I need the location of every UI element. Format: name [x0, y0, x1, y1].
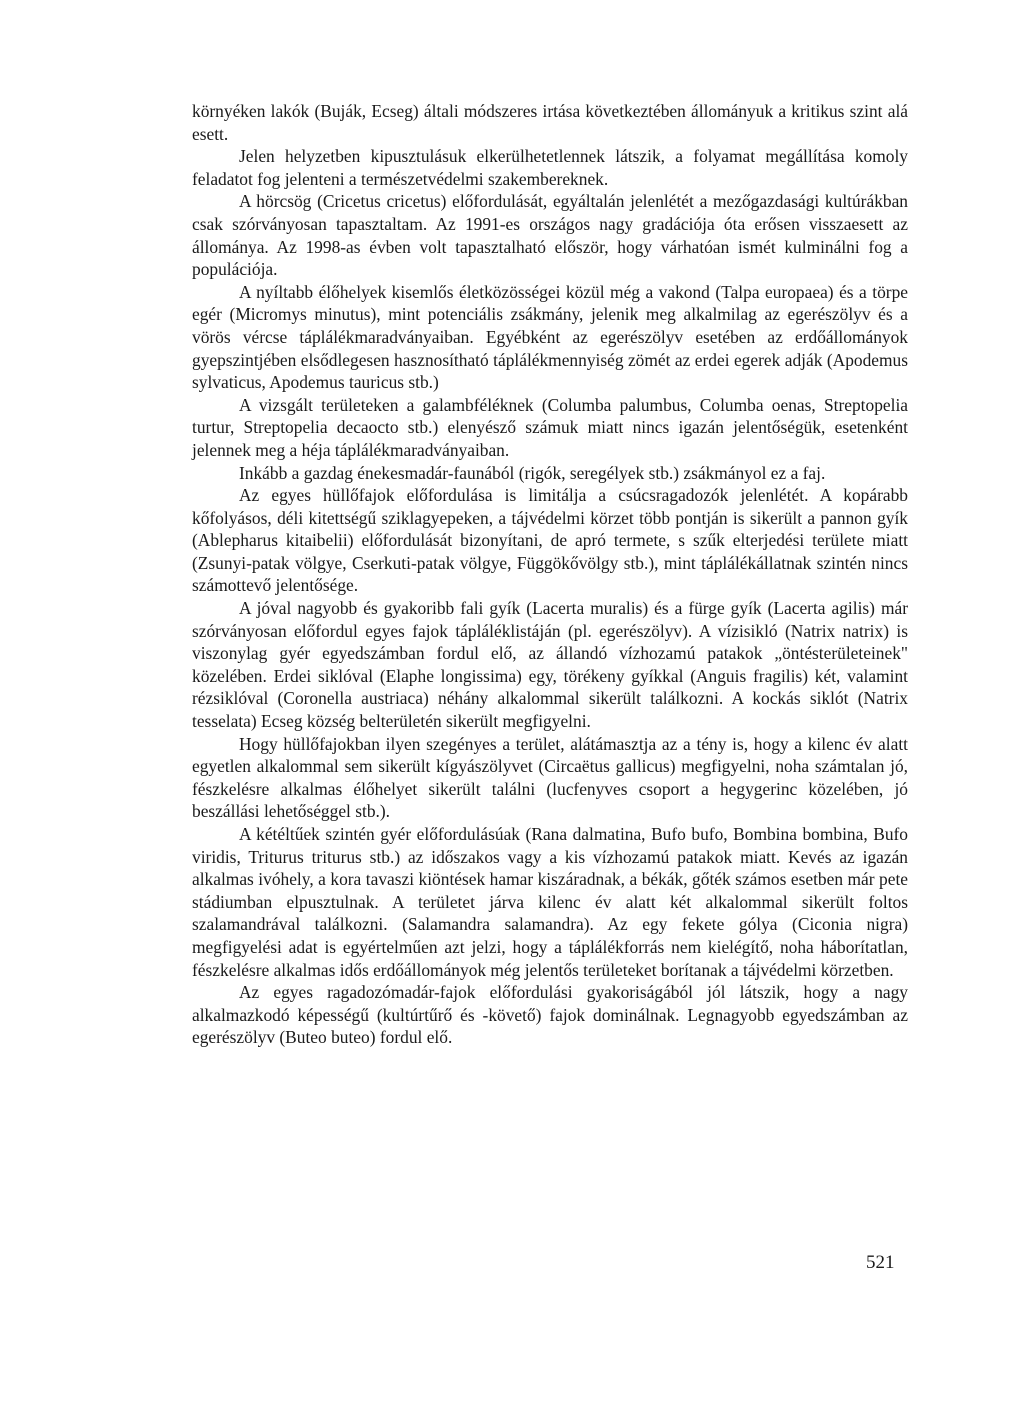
paragraph-short-toed-eagle: Hogy hüllőfajokban ilyen szegényes a terület, alátámasztja az a tény is, hogy a kilenc év alatt egyetlen alkalommal sem sikerült kígyászölyvet (Circaëtus gallicus) megfigyelni, noha számtalan jó, fészkelésre alkalmas élőhelyet sikerült találni (lucfenyves csoport a hegygerinc közelében, jó beszállási lehetőséggel stb.). [192, 733, 908, 822]
paragraph-continuation: környéken lakók (Buják, Ecseg) általi módszeres irtása következtében állományuk a kritikus szint alá esett. [192, 101, 908, 144]
paragraph-raptors: Az egyes ragadozómadár-fajok előfordulási gyakoriságából jól látszik, hogy a nagy alkalmazkodó képességű (kultúrtűrő és -követő) fajok dominálnak. Legnagyobb egyedszámban az egerészölyv (Buteo buteo) fordul elő. [192, 982, 908, 1048]
paragraph-songbirds: Inkább a gazdag énekesmadár-faunából (rigók, seregélyek stb.) zsákmányol ez a faj. [239, 462, 826, 483]
paragraph-reptiles: Az egyes hüllőfajok előfordulása is limitálja a csúcsragadozók jelenlétét. A kopárabb kőfolyásos, déli kitettségű sziklagyepeken, a tájvédelmi körzet több pontján is sikerült a pannon gyík (Ablepharus kitaibelii) előfordulását bizonyítani, de apró termete, s szűk elterjedési területe miatt (Zsunyi-patak völgye, Cserkuti-patak völgye, Függökővölgy stb.), mint táplálékállatnak szintén nincs számottevő jelentősége. [192, 485, 908, 596]
document-page [192, 100, 908, 1049]
page-number: 521 [866, 1252, 895, 1273]
paragraph-pigeons: A vizsgált területeken a galambféléknek (Columba palumbus, Columba oenas, Streptopelia turtur, Streptopelia decaocto stb.) elenyésző számuk miatt nincs igazán jelentőségük, esetenként jelennek meg a héja táplálékmaradványaiban. [192, 394, 908, 460]
paragraph-extinction: Jelen helyzetben kipusztulásuk elkerülhetetlennek látszik, a folyamat megállítása komoly feladatot fog jelenteni a természetvédelmi szakembereknek. [192, 146, 908, 189]
paragraph-lizards-snakes: A jóval nagyobb és gyakoribb fali gyík (Lacerta muralis) és a fürge gyík (Lacerta agilis) már szórványosan előfordul egyes fajok tápláléklistáján (pl. egerészölyv). A vízisikló (Natrix natrix) is viszonylag gyér egyedszámban fordul elő, az állandó vízhozamú patakok „öntésterületeinek" közelében. Erdei siklóval (Elaphe longissima) egy, törékeny gyíkkal (Anguis fragilis) két, valamint rézsiklóval (Coronella austriaca) néhány alkalommal sikerült találkozni. A kockás siklót (Natrix tesselata) Ecseg község belterületén sikerült megfigyelni. [192, 598, 908, 732]
paragraph-amphibians: A kétéltűek szintén gyér előfordulásúak (Rana dalmatina, Bufo bufo, Bombina bombina, Bufo viridis, Triturus triturus stb.) az időszakos vagy a kis vízhozamú patakok miatt. Kevés az igazán alkalmas ivóhely, a kora tavaszi kiöntések hamar kiszáradnak, a békák, gőték számos esetben már pete stádiumban elpusztulnak. A területet járva kilenc év alatt két alkalommal sikerült foltos szalamandrával találkozni. (Salamandra salamandra). Az egy fekete gólya (Ciconia nigra) megfigyelési adat is egyértelműen azt jelzi, hogy a táplálékforrás nem kielégítő, noha háborítatlan, fészkelésre alkalmas idős erdőállományok még jelentős területeket borítanak a tájvédelmi körzetben. [192, 824, 908, 980]
paragraph-small-mammals: A nyíltabb élőhelyek kisemlős életközösségei közül még a vakond (Talpa europaea) és a törpe egér (Micromys minutus), mint potenciális zsákmány, jelenik meg alkalmilag az egerészölyv és a vörös vércse táplálékmaradványaiban. Egyébként az egerészölyv esetében az erdőállományok gyepszintjében elsődlegesen hasznosítható táplálékmennyiség zömét az erdei egerek adják (Apodemus sylvaticus, Apodemus tauricus stb.) [192, 281, 908, 393]
paragraph-hamster: A hörcsög (Cricetus cricetus) előfordulását, egyáltalán jelenlétét a mezőgazdasági kultúrákban csak szórványosan tapasztaltam. Az 1991-es országos nagy gradációja óta erősen visszaesett az állománya. Az 1998-as évben volt tapasztalható először, hogy várhatóan ismét kulminálni fog a populációja. [192, 191, 908, 280]
